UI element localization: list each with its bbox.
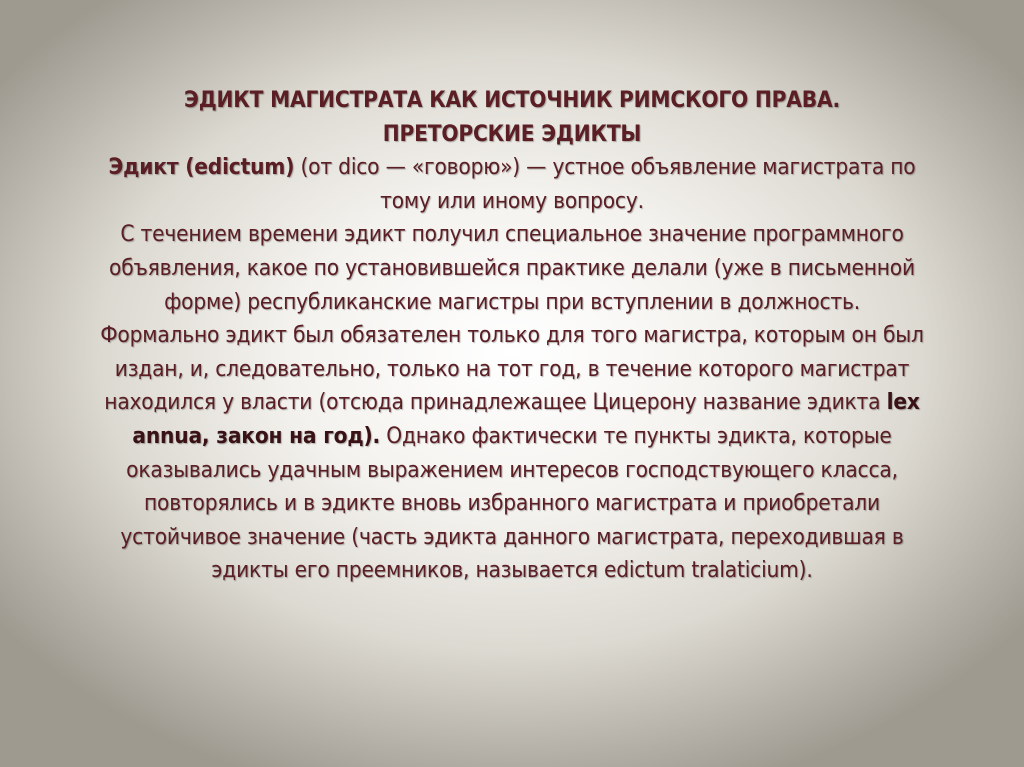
slide-text bbox=[90, 84, 934, 588]
paragraph-formal-edict bbox=[90, 319, 934, 588]
lex-annua-highlight: lex annua, закон на год). bbox=[132, 389, 920, 449]
definition-paragraph bbox=[90, 151, 934, 218]
slide-title bbox=[90, 84, 934, 151]
title-line-1: ЭДИКТ МАГИСТРАТА КАК ИСТОЧНИК РИМСКОГО ПРАВА. bbox=[184, 87, 840, 113]
definition-term: Эдикт (edictum) bbox=[108, 154, 295, 181]
definition-text: (от dico — «говорю») — устное объявление магистрата по тому или иному вопросу. bbox=[294, 154, 916, 214]
paragraph-program-edict: С течением времени эдикт получил специальное значение программного объявления, какое по установившейся практике делали (уже в письменной форме) республиканские магистры при вступлении в должность. bbox=[109, 221, 915, 315]
paragraph-part-1: Формально эдикт был обязателен только для того магистра, которым он был издан, и, следовательно, только на тот год, в течение которого магистрат находился у власти (отсюда принадлежащее Цицерону название эдикта bbox=[100, 322, 924, 416]
paragraph-part-2: Однако фактически те пункты эдикта, которые оказывались удачным выражением интересов господствующего класса, повторялись и в эдикте вновь избранного магистрата и приобретали устойчивое значение (часть эдикта данного магистрата, переходившая в эдикты его преемников, называется edictum tralaticium). bbox=[120, 422, 904, 584]
title-line-2: ПРЕТОРСКИЕ ЭДИКТЫ bbox=[382, 120, 642, 147]
